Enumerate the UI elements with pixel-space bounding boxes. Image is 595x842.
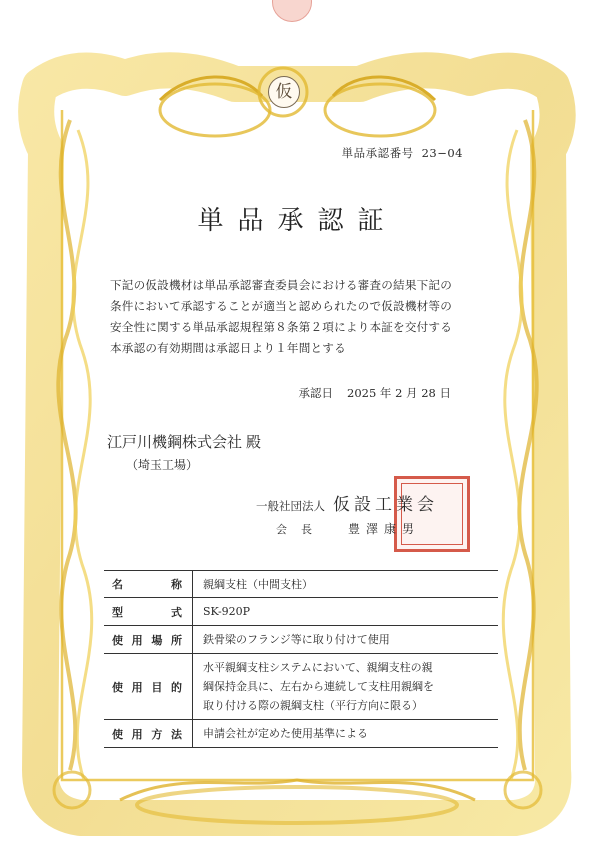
spec-label: 使用目的 xyxy=(104,654,193,720)
spec-value xyxy=(193,626,499,654)
issuer xyxy=(256,490,438,515)
issuer-corp-type: 一般社団法人 xyxy=(256,499,325,513)
spec-label: 型式 xyxy=(104,598,193,626)
spec-value-line: 鉄骨梁のフランジ等に取り付けて使用 xyxy=(203,633,390,646)
approval-number xyxy=(342,145,463,161)
spec-value xyxy=(193,654,499,720)
recipient xyxy=(107,431,261,452)
spec-value-line: 水平親綱支柱システムにおいて、親綱支柱の親 xyxy=(203,661,433,674)
certificate-title: 単品承認証 xyxy=(197,206,398,236)
recipient-honorific: 殿 xyxy=(246,433,262,451)
approval-date-label: 承認日 xyxy=(298,386,333,400)
spec-value xyxy=(193,571,499,598)
spec-value-line: 取り付ける際の親綱支柱（平行方向に限る） xyxy=(203,699,423,712)
spec-value-line: SK-920P xyxy=(203,605,251,618)
approval-number-label: 単品承認番号 xyxy=(341,146,414,160)
body-line: 安全性に関する単品承認規程第８条第２項により本証を交付する xyxy=(110,320,453,334)
table-row xyxy=(104,720,498,748)
recipient-company: 江戸川機鋼株式会社 xyxy=(107,433,243,451)
body-line: 条件において承認することが適当と認められたので仮設機材等の xyxy=(110,299,453,313)
spec-label: 使用場所 xyxy=(104,626,193,654)
recipient-factory: （埼玉工場） xyxy=(126,458,199,472)
approval-date-value: 2025 年 2 月 28 日 xyxy=(347,386,451,400)
chairman-role: 会長 xyxy=(276,523,326,536)
table-row xyxy=(104,654,498,720)
spec-table xyxy=(104,570,498,748)
body-text xyxy=(110,275,490,359)
spec-label: 名称 xyxy=(104,571,193,598)
spec-value-line: 申請会社が定めた使用基準による xyxy=(203,727,368,740)
approval-number-value: 23−04 xyxy=(421,146,463,160)
body-line: 下記の仮設機材は単品承認審査委員会における審査の結果下記の xyxy=(110,278,453,292)
spec-value-line: 綱保持金具に、左右から連続して支柱用親綱を xyxy=(203,680,434,693)
kari-emblem: 仮 xyxy=(268,76,300,108)
body-line: 本承認の有効期間は承認日より１年間とする xyxy=(110,341,346,355)
table-row xyxy=(104,598,498,626)
approval-date xyxy=(299,385,452,401)
spec-label: 使用方法 xyxy=(104,720,193,748)
table-row xyxy=(104,571,498,598)
spec-value xyxy=(193,720,499,748)
chairman xyxy=(276,520,420,537)
chairman-name: 豊澤康男 xyxy=(348,522,421,536)
spec-value xyxy=(193,598,499,626)
spec-value-line: 親綱支柱（中間支柱） xyxy=(203,577,313,591)
table-row xyxy=(104,626,498,654)
issuer-org-name: 仮設工業会 xyxy=(333,495,438,515)
